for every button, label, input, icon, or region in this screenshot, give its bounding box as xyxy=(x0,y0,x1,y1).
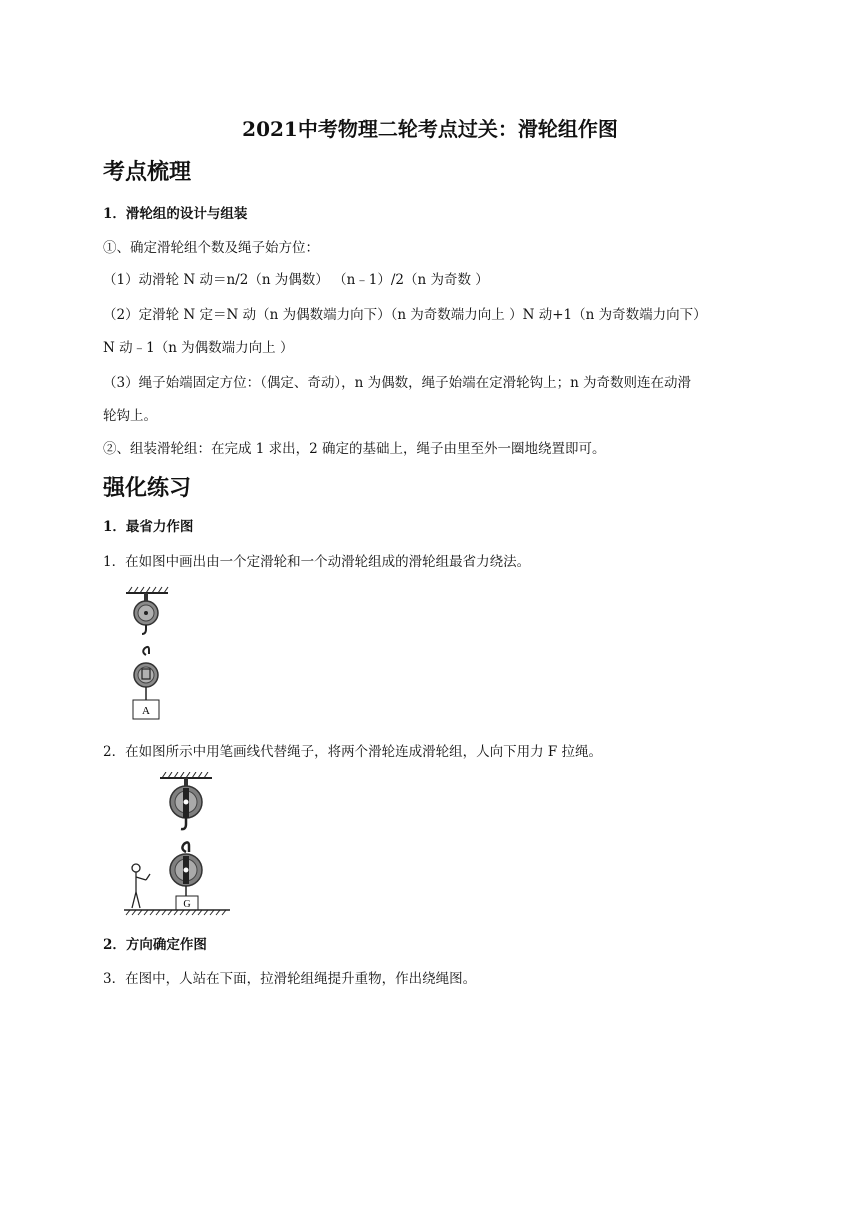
movable-pulley-icon xyxy=(170,842,202,896)
fixed-pulley-icon xyxy=(134,593,158,634)
section-heading-review: 考点梳理 xyxy=(103,160,192,185)
ceiling-icon xyxy=(126,587,168,593)
subheading-direction: 2．方向确定作图 xyxy=(103,937,207,953)
subheading-least-force: 1．最省力作图 xyxy=(103,519,194,535)
weight-box xyxy=(176,896,198,910)
document-title: 2021中考物理二轮考点过关：滑轮组作图 xyxy=(242,117,618,141)
paragraph-line: （1）动滑轮 N 动＝n/2（n 为偶数） （n﹣1）/2（n 为奇数 ） xyxy=(103,272,489,288)
pulley-figure-2 xyxy=(120,772,240,922)
weight-label: A xyxy=(142,705,150,717)
weight-label: G xyxy=(183,899,191,910)
paragraph-line: ②、组装滑轮组：在完成 1 求出，2 确定的基础上，绳子由里至外一圈地绕置即可。 xyxy=(103,441,606,457)
weight-box xyxy=(133,700,159,719)
fixed-pulley-icon xyxy=(170,778,202,829)
ground-icon xyxy=(124,910,230,915)
section-heading-practice: 强化练习 xyxy=(103,476,192,501)
question-2: 2．在如图所示中用笔画线代替绳子，将两个滑轮连成滑轮组，人向下用力 F 拉绳。 xyxy=(103,744,603,760)
paragraph-line: ①、确定滑轮组个数及绳子始方位： xyxy=(103,240,319,256)
paragraph-line: 轮钩上。 xyxy=(103,408,157,424)
paragraph-line: （2）定滑轮 N 定＝N 动（n 为偶数端力向下）（n 为奇数端力向上 ）N 动+1（n 为奇数端力向下） xyxy=(103,307,707,323)
subheading-design: 1．滑轮组的设计与组装 xyxy=(103,206,248,222)
paragraph-line: （3）绳子始端固定方位：（偶定、奇动），n 为偶数，绳子始端在定滑轮钩上；n 为奇数则连在动滑 xyxy=(103,375,692,391)
paragraph-line: N 动﹣1（n 为偶数端力向上 ） xyxy=(103,340,294,356)
ceiling-icon xyxy=(160,772,212,778)
person-icon xyxy=(132,864,150,908)
pulley-figure-1 xyxy=(120,585,180,725)
movable-pulley-icon xyxy=(134,647,158,700)
question-3: 3．在图中，人站在下面，拉滑轮组绳提升重物，作出绕绳图。 xyxy=(103,971,477,987)
question-1: 1．在如图中画出由一个定滑轮和一个动滑轮组成的滑轮组最省力绕法。 xyxy=(103,554,531,570)
